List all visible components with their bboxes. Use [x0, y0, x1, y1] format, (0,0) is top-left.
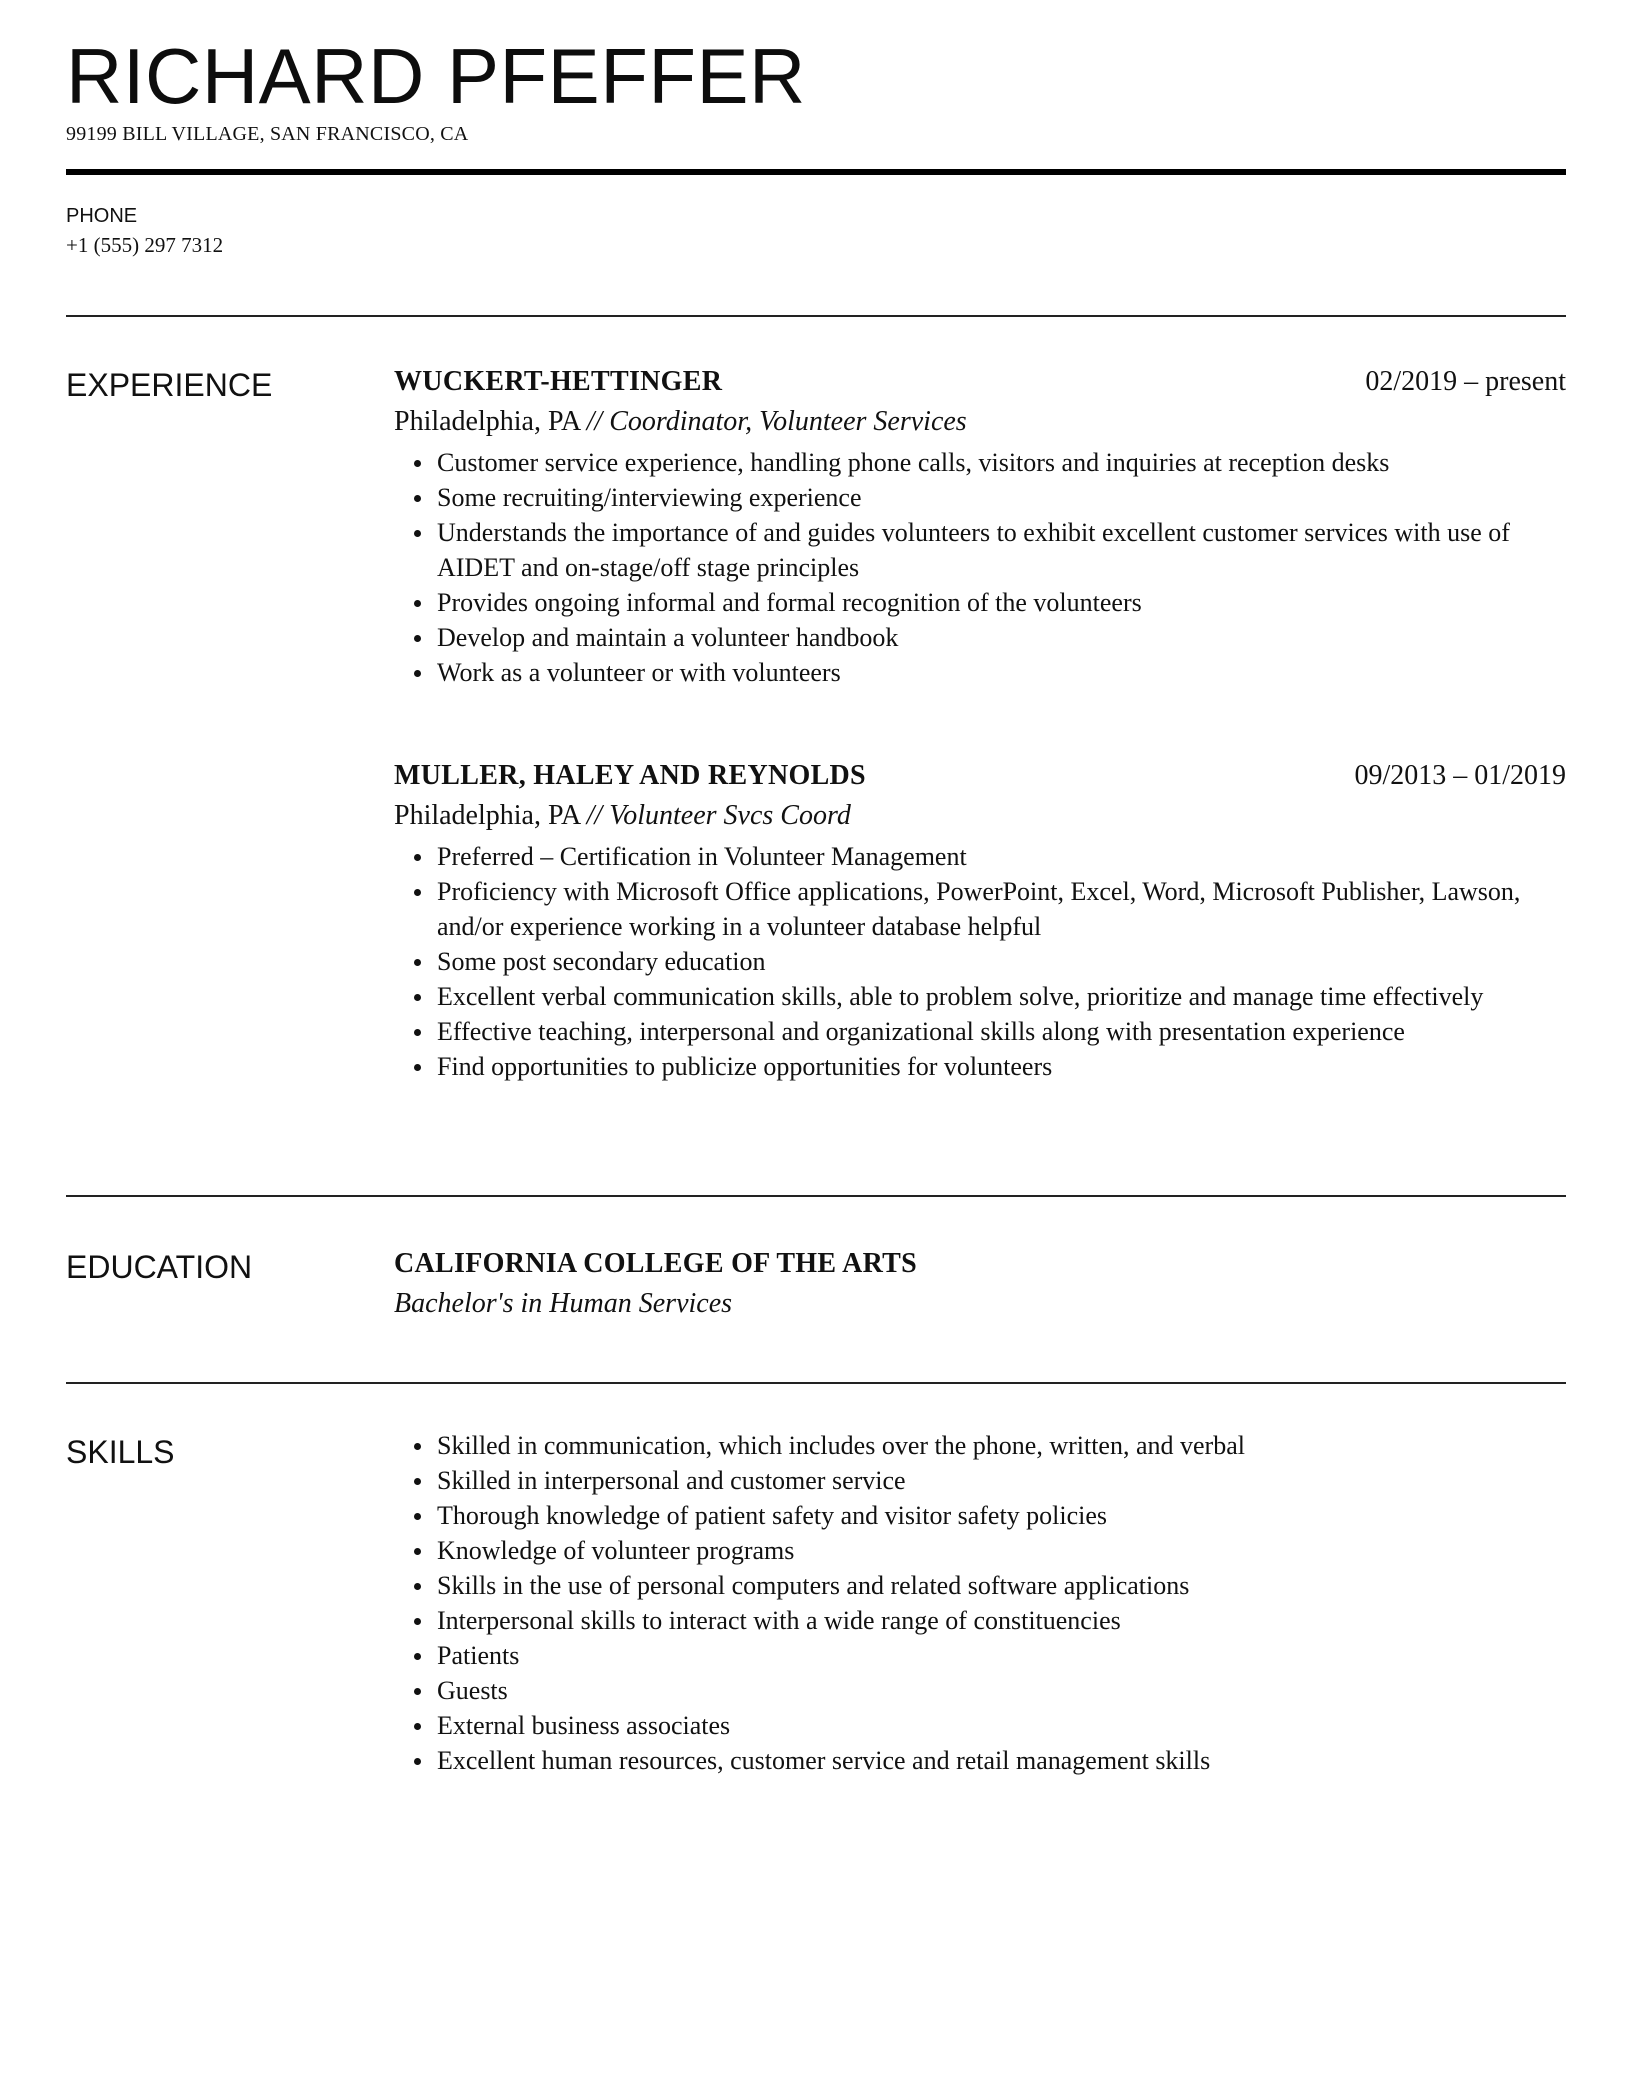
- job-location: Philadelphia, PA: [394, 800, 580, 831]
- job-bullet: Some post secondary education: [437, 944, 1566, 979]
- experience-entry: [394, 757, 1566, 1084]
- skill-item: Patients: [437, 1638, 1566, 1673]
- contact-divider: [66, 315, 1566, 317]
- school-name: CALIFORNIA COLLEGE OF THE ARTS: [394, 1248, 918, 1279]
- job-subline: [394, 403, 1566, 441]
- job-bullet-list: [394, 445, 1566, 690]
- education-divider: [66, 1382, 1566, 1384]
- job-dates: 09/2013 – 01/2019: [1354, 760, 1566, 791]
- job-bullet: Excellent verbal communication skills, able to problem solve, prioritize and manage time effectively: [437, 979, 1566, 1014]
- job-subline: [394, 797, 1566, 835]
- job-role: Coordinator, Volunteer Services: [609, 406, 967, 437]
- job-bullet: Preferred – Certification in Volunteer Management: [437, 839, 1566, 874]
- employer-name: WUCKERT-HETTINGER: [394, 366, 723, 397]
- skill-item: External business associates: [437, 1708, 1566, 1743]
- experience-divider: [66, 1195, 1566, 1197]
- job-bullet: Understands the importance of and guides volunteers to exhibit excellent customer services with use of AIDET and on-stage/off stage principles: [437, 515, 1566, 585]
- employer-name: MULLER, HALEY AND REYNOLDS: [394, 760, 866, 791]
- phone-number: +1 (555) 297 7312: [66, 233, 224, 257]
- job-separator: //: [586, 800, 603, 831]
- skills-bullet-list: [394, 1428, 1566, 1778]
- job-header: [394, 363, 1566, 403]
- job-role: Volunteer Svcs Coord: [609, 800, 851, 831]
- candidate-name: RICHARD PFEFFER: [66, 32, 806, 120]
- skill-item: Skills in the use of personal computers and related software applications: [437, 1568, 1566, 1603]
- job-bullet-list: [394, 839, 1566, 1084]
- job-bullet: Find opportunities to publicize opportunities for volunteers: [437, 1049, 1566, 1084]
- skill-item: Skilled in interpersonal and customer service: [437, 1463, 1566, 1498]
- skill-item: Knowledge of volunteer programs: [437, 1533, 1566, 1568]
- experience-entry: [394, 363, 1566, 690]
- job-bullet: Work as a volunteer or with volunteers: [437, 655, 1566, 690]
- degree-name: Bachelor's in Human Services: [394, 1288, 733, 1319]
- job-bullet: Provides ongoing informal and formal recognition of the volunteers: [437, 585, 1566, 620]
- skill-item: Thorough knowledge of patient safety and visitor safety policies: [437, 1498, 1566, 1533]
- skills-entry: [394, 1428, 1566, 1778]
- job-bullet: Proficiency with Microsoft Office applications, PowerPoint, Excel, Word, Microsoft Publisher, Lawson, and/or experience working in a volunteer database helpful: [437, 874, 1566, 944]
- skill-item: Guests: [437, 1673, 1566, 1708]
- job-dates: 02/2019 – present: [1365, 366, 1566, 397]
- education-header: [394, 1245, 1566, 1285]
- job-separator: //: [586, 406, 603, 437]
- skill-item: Skilled in communication, which includes over the phone, written, and verbal: [437, 1428, 1566, 1463]
- job-bullet: Develop and maintain a volunteer handbook: [437, 620, 1566, 655]
- header-divider: [66, 169, 1566, 175]
- job-location: Philadelphia, PA: [394, 406, 580, 437]
- experience-section-title: EXPERIENCE: [66, 367, 273, 403]
- candidate-address: 99199 BILL VILLAGE, SAN FRANCISCO, CA: [66, 123, 469, 145]
- education-section-title: EDUCATION: [66, 1249, 253, 1285]
- skills-section-title: SKILLS: [66, 1434, 175, 1470]
- job-header: [394, 757, 1566, 797]
- job-bullet: Some recruiting/interviewing experience: [437, 480, 1566, 515]
- job-bullet: Effective teaching, interpersonal and organizational skills along with presentation experience: [437, 1014, 1566, 1049]
- education-entry: [394, 1245, 1566, 1323]
- job-bullet: Customer service experience, handling phone calls, visitors and inquiries at reception desks: [437, 445, 1566, 480]
- skill-item: Excellent human resources, customer service and retail management skills: [437, 1743, 1566, 1778]
- skill-item: Interpersonal skills to interact with a wide range of constituencies: [437, 1603, 1566, 1638]
- phone-label: PHONE: [66, 205, 138, 227]
